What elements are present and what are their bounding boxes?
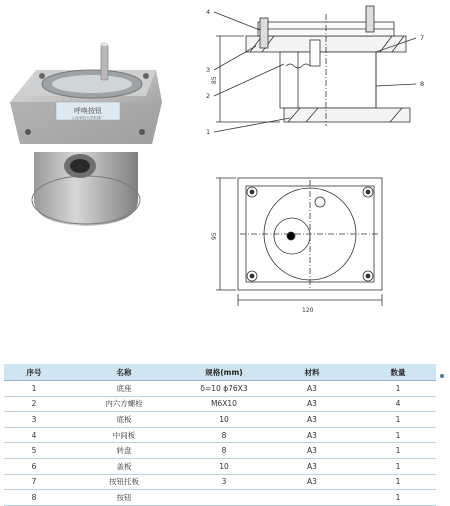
cell-quantity: 1 [360, 490, 436, 506]
cell-spec: 8 [184, 427, 264, 443]
cell-spec: 3 [184, 474, 264, 490]
callout-4: 4 [206, 8, 211, 16]
cell-quantity: 1 [360, 474, 436, 490]
plan-width-dimension: 120 [302, 307, 314, 314]
cell-index: 3 [4, 412, 64, 428]
cell-index: 5 [4, 443, 64, 459]
parts-table [4, 364, 436, 506]
table-row [4, 381, 436, 397]
cell-index: 6 [4, 458, 64, 474]
margin-marker [440, 374, 444, 378]
callout-8: 8 [420, 80, 425, 88]
cell-name: 底板 [64, 412, 184, 428]
table-header-row [4, 364, 436, 381]
cell-index: 2 [4, 396, 64, 412]
callout-2: 2 [206, 92, 211, 100]
callout-7: 7 [420, 34, 425, 42]
cell-spec: 8 [184, 443, 264, 459]
technical-drawing [180, 0, 450, 340]
cell-quantity: 4 [360, 396, 436, 412]
cell-index: 4 [4, 427, 64, 443]
cell-name: 内六方螺栓 [64, 396, 184, 412]
cell-spec: 10 [184, 412, 264, 428]
front-height-dimension: 85 [211, 76, 218, 84]
callout-1: 1 [206, 128, 211, 136]
cell-spec [184, 490, 264, 506]
label-plate-text: 呼唤按钮 [74, 107, 102, 115]
cell-material [264, 490, 360, 506]
product-photo [6, 40, 166, 240]
cell-quantity: 1 [360, 443, 436, 459]
callout-3: 3 [206, 66, 211, 74]
cell-quantity: 1 [360, 412, 436, 428]
table-row [4, 396, 436, 412]
table-row [4, 474, 436, 490]
cell-index: 1 [4, 381, 64, 397]
cell-name: 盖板 [64, 458, 184, 474]
header-index: 序号 [4, 364, 64, 381]
header-name: 名称 [64, 364, 184, 381]
plan-height-dimension: 95 [211, 232, 218, 240]
table-row [4, 427, 436, 443]
cell-material: A3 [264, 427, 360, 443]
cell-material: A3 [264, 396, 360, 412]
cell-spec: δ=10 ϕ76X3 [184, 381, 264, 397]
header-spec: 规格(mm) [184, 364, 264, 381]
cell-index: 7 [4, 474, 64, 490]
table-row [4, 458, 436, 474]
label-plate-subtext: 山东科技大学机械厂 [72, 116, 104, 120]
cell-name: 底座 [64, 381, 184, 397]
header-quantity: 数量 [360, 364, 436, 381]
table-row [4, 412, 436, 428]
header-material: 材料 [264, 364, 360, 381]
cell-quantity: 1 [360, 381, 436, 397]
cell-name: 中间板 [64, 427, 184, 443]
cell-material: A3 [264, 474, 360, 490]
table-row [4, 490, 436, 506]
cell-spec: M6X10 [184, 396, 264, 412]
cell-name: 转盘 [64, 443, 184, 459]
cell-index: 8 [4, 490, 64, 506]
table-row [4, 443, 436, 459]
cell-material: A3 [264, 458, 360, 474]
cell-quantity: 1 [360, 458, 436, 474]
cell-material: A3 [264, 443, 360, 459]
cell-quantity: 1 [360, 427, 436, 443]
cell-material: A3 [264, 381, 360, 397]
cell-name: 按钮托板 [64, 474, 184, 490]
cell-name: 按钮 [64, 490, 184, 506]
cell-material: A3 [264, 412, 360, 428]
cell-spec: 10 [184, 458, 264, 474]
